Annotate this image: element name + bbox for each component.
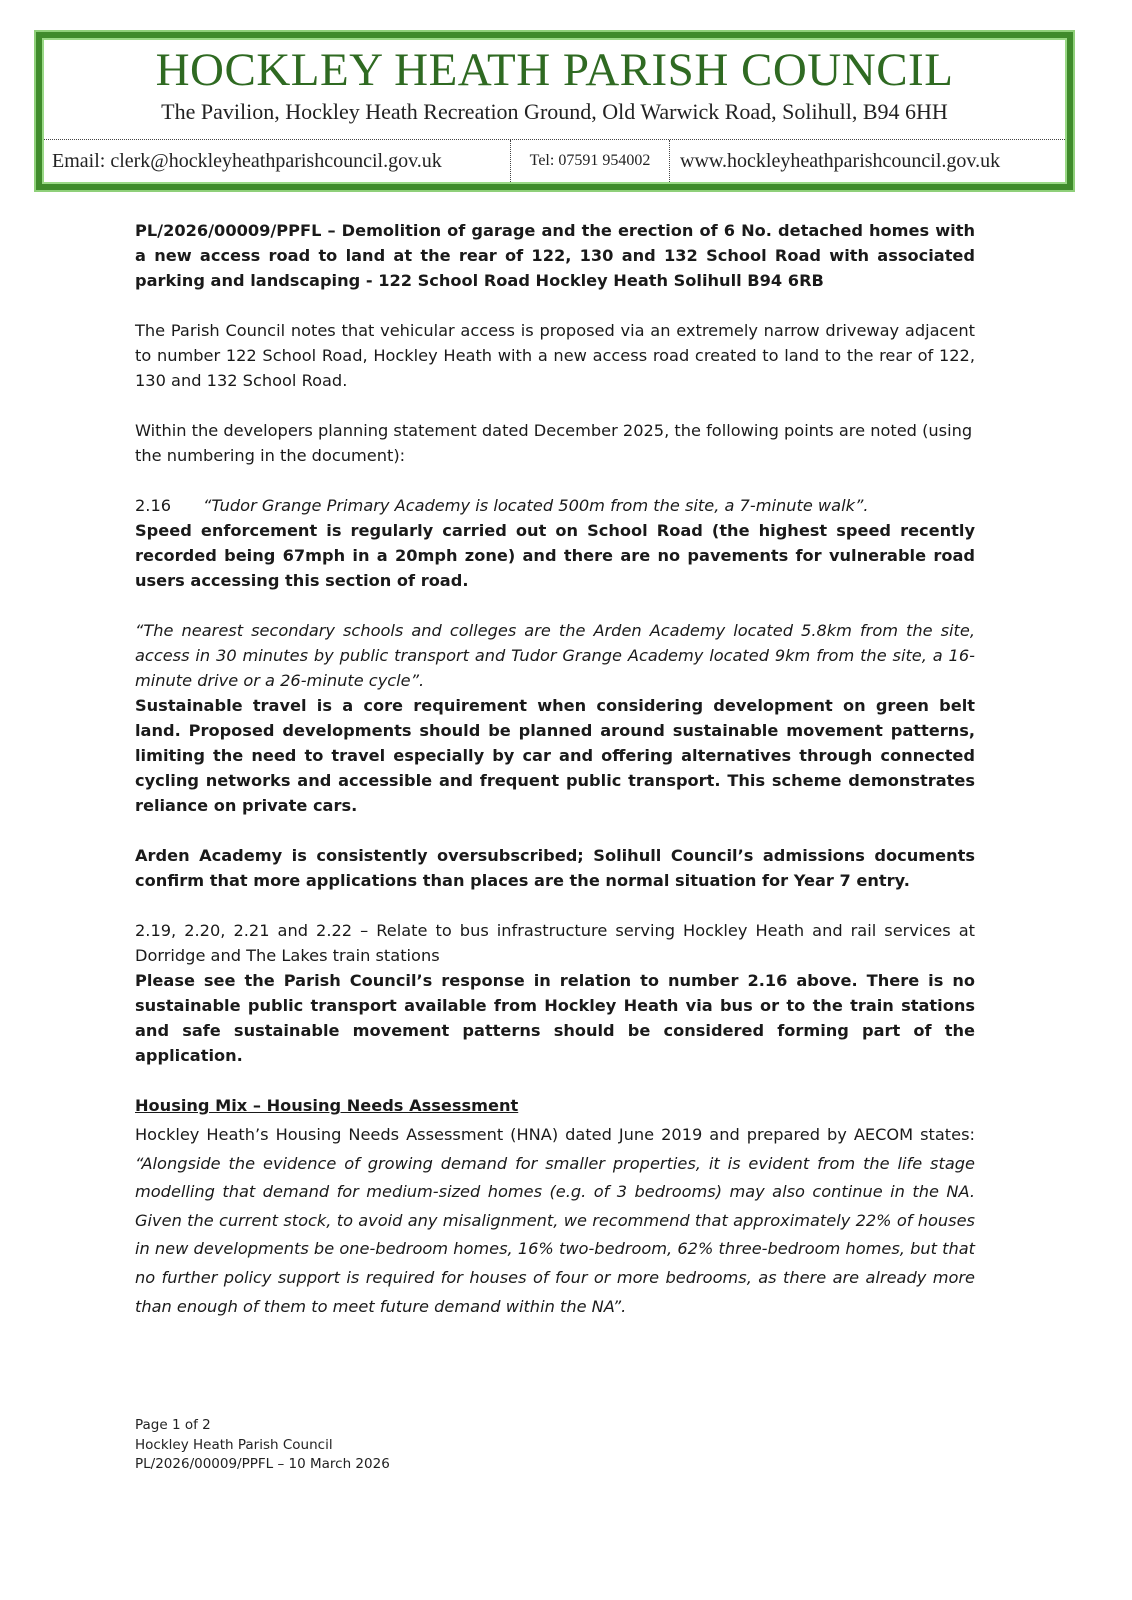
point-number: 2.16 <box>135 496 172 515</box>
points-2-19-2-22 <box>135 918 975 1068</box>
email-link[interactable]: Email: clerk@hockleyheathparishcouncil.gov.uk <box>44 140 511 182</box>
housing-mix-lead: Hockley Heath’s Housing Needs Assessment (HNA) dated June 2019 and prepared by AECOM states: <box>135 1125 975 1144</box>
intro-paragraph: The Parish Council notes that vehicular access is proposed via an extremely narrow driveway adjacent to number 122 School Road, Hockley Heath with a new access road created to land to the rear of 122, 130 and 132 School Road. <box>135 321 975 390</box>
planning-statement-intro: Within the developers planning statement dated December 2025, the following points are noted (using the numbering in the document): <box>135 421 973 465</box>
letterhead <box>34 30 1075 192</box>
point-2-16-response: Speed enforcement is regularly carried out on School Road (the highest speed recently recorded being 67mph in a 20mph zone) and there are no pavements for vulnerable road users accessing this section of road. <box>135 521 975 590</box>
letterhead-border <box>36 32 1073 190</box>
point-2-16-quote-line <box>135 493 975 518</box>
website-link[interactable]: www.hockleyheathparishcouncil.gov.uk <box>680 149 1001 172</box>
footer-organisation: Hockley Heath Parish Council <box>135 1436 333 1453</box>
housing-mix-heading: Housing Mix – Housing Needs Assessment <box>135 1096 519 1115</box>
letterhead-content <box>44 40 1065 182</box>
housing-mix-quote: “Alongside the evidence of growing demand for smaller properties, it is evident from the life stage modelling that demand for medium-sized homes (e.g. of 3 bedrooms) may also continue in the NA. Given the current stock, to avoid any misalignment, we recommend that approximately 22% of houses in new developments be one-bedroom homes, 16% two-bedroom, 62% three-bedroom homes, but that no further policy support is required for houses of four or more bedrooms, as there are already more than enough of them to meet future demand within the NA”. <box>135 1153 975 1316</box>
points-2-19-2-22-response: Please see the Parish Council’s response in relation to number 2.16 above. There is no sustainable public transport available from Hockley Heath via bus or to the train stations and safe sustainable movement patterns should be considered forming part of the application. <box>135 971 975 1065</box>
council-name: HOCKLEY HEATH PARISH COUNCIL <box>155 44 954 96</box>
page-number: Page 1 of 2 <box>135 1417 211 1433</box>
point-2-16-quote: “Tudor Grange Primary Academy is located 500m from the site, a 7-minute walk”. <box>203 496 869 515</box>
housing-mix-paragraph <box>135 1121 975 1321</box>
contact-row <box>44 140 1065 182</box>
letterhead-inner-border <box>42 38 1067 184</box>
council-address: The Pavilion, Hockley Heath Recreation Ground, Old Warwick Road, Solihull, B94 6HH <box>161 99 948 124</box>
secondary-schools-response: Sustainable travel is a core requirement when considering development on green belt land. Proposed developments should be planned around sustainable movement patterns, limiting the need to travel especially by car and offering alternatives through connected cycling networks and accessible and frequent public transport. This scheme demonstrates reliance on private cars. <box>135 696 975 815</box>
points-2-19-2-22-text: 2.19, 2.20, 2.21 and 2.22 – Relate to bus infrastructure serving Hockley Heath and rail services at Dorridge and The Lakes train stations <box>135 921 975 965</box>
page-footer <box>135 1416 390 1475</box>
point-2-16 <box>135 493 975 593</box>
secondary-schools <box>135 618 975 818</box>
secondary-schools-quote: “The nearest secondary schools and colleges are the Arden Academy located 5.8km from the site, access in 30 minutes by public transport and Tudor Grange Academy located 9km from the site, a 16-minute drive or a 26-minute cycle”. <box>135 621 975 690</box>
arden-paragraph: Arden Academy is consistently oversubscribed; Solihull Council’s admissions documents confirm that more applications than places are the normal situation for Year 7 entry. <box>135 846 975 890</box>
telephone: Tel: 07591 954002 <box>511 140 670 182</box>
subject-heading: PL/2026/00009/PPFL – Demolition of garage and the erection of 6 No. detached homes with a new access road to land at the rear of 122, 130 and 132 School Road with associated parking and landscaping - 122 School Road Hockley Heath Solihull B94 6RB <box>135 221 975 290</box>
footer-reference: PL/2026/00009/PPFL – 10 March 2026 <box>135 1456 390 1472</box>
